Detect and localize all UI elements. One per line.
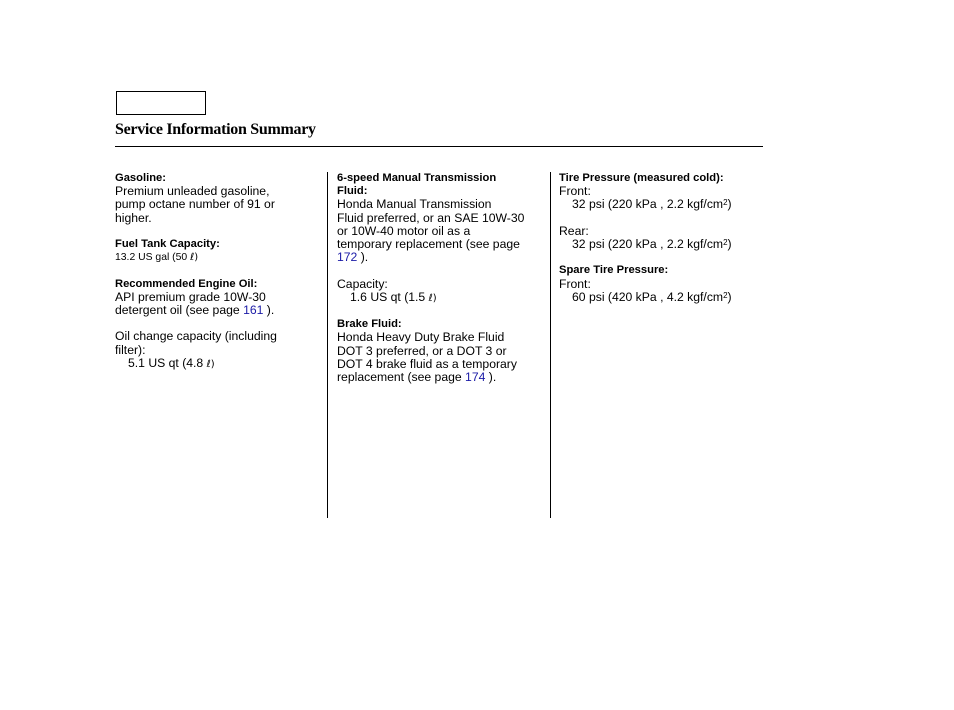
- page-link-161[interactable]: 161: [243, 303, 264, 317]
- spare-tire-heading: Spare Tire Pressure:: [559, 264, 669, 277]
- gasoline-heading: Gasoline:: [115, 172, 166, 184]
- rear-pressure-value: 32 psi (220 kPa , 2.2 kgf/$cm^2$): [572, 237, 732, 251]
- brake-fluid-text-line: DOT 3 preferred, or a DOT 3 or: [337, 343, 507, 358]
- column-divider-1: [327, 172, 328, 518]
- transmission-text-line: 172 ).: [337, 250, 369, 265]
- brake-fluid-text-line: replacement (see page 174 ).: [337, 370, 497, 385]
- fuel-tank-value: 13.2 US gal (50 ℓ): [115, 252, 199, 264]
- column-fuel-oil: [115, 172, 277, 371]
- gasoline-text-line: Premium unleaded gasoline,: [115, 184, 270, 199]
- engine-oil-heading: Recommended Engine Oil:: [115, 277, 258, 290]
- rear-label: Rear:: [559, 223, 589, 238]
- tire-pressure-heading: Tire Pressure (measured cold):: [559, 172, 724, 184]
- transmission-text-line: Fluid preferred, or an SAE 10W-30: [337, 210, 525, 225]
- spare-front-label: Front:: [559, 276, 591, 291]
- brake-fluid-text-line: DOT 4 brake fluid as a temporary: [337, 356, 517, 371]
- front-label: Front:: [559, 184, 591, 199]
- transmission-text-line: Honda Manual Transmission: [337, 197, 492, 212]
- oil-change-value: 5.1 US qt (4.8 ℓ): [128, 355, 215, 370]
- transmission-heading: Fluid:: [337, 185, 368, 198]
- front-pressure-value: 32 psi (220 kPa , 2.2 kgf/$cm^2$): [572, 197, 732, 212]
- column-divider-2: [550, 172, 551, 518]
- page-link-172[interactable]: 172: [337, 250, 358, 265]
- capacity-value: 1.6 US qt (1.5 ℓ): [350, 289, 437, 304]
- section-tab-box: [116, 91, 206, 115]
- page-link-174[interactable]: 174: [465, 370, 486, 385]
- oil-change-label: Oil change capacity (including: [115, 329, 277, 344]
- brake-fluid-heading: Brake Fluid:: [337, 318, 402, 331]
- spare-pressure-value: 60 psi (420 kPa , 4.2 kgf/$cm^2$): [572, 289, 732, 304]
- litre-symbol: ℓ): [190, 252, 199, 264]
- transmission-text-line: or 10W-40 motor oil as a: [337, 223, 471, 238]
- fuel-tank-heading: Fuel Tank Capacity:: [115, 238, 220, 250]
- column-transmission-brake: [337, 172, 524, 384]
- transmission-heading: 6-speed Manual Transmission: [337, 172, 497, 184]
- title-divider: [115, 146, 763, 147]
- engine-oil-text-line: detergent oil (see page 161 ).: [115, 303, 275, 317]
- capacity-label: Capacity:: [337, 276, 388, 291]
- litre-symbol: ℓ): [428, 292, 437, 304]
- gasoline-text-line: higher.: [115, 210, 152, 225]
- litre-symbol: ℓ): [206, 358, 215, 370]
- gasoline-text-line: pump octane number of 91 or: [115, 197, 275, 212]
- column-tire-pressure: [559, 172, 732, 304]
- transmission-text-line: temporary replacement (see page: [337, 237, 520, 252]
- brake-fluid-text-line: Honda Heavy Duty Brake Fluid: [337, 330, 505, 345]
- oil-change-label: filter):: [115, 342, 146, 357]
- page-title: Service Information Summary: [115, 121, 316, 138]
- engine-oil-text-line: API premium grade 10W-30: [115, 289, 266, 304]
